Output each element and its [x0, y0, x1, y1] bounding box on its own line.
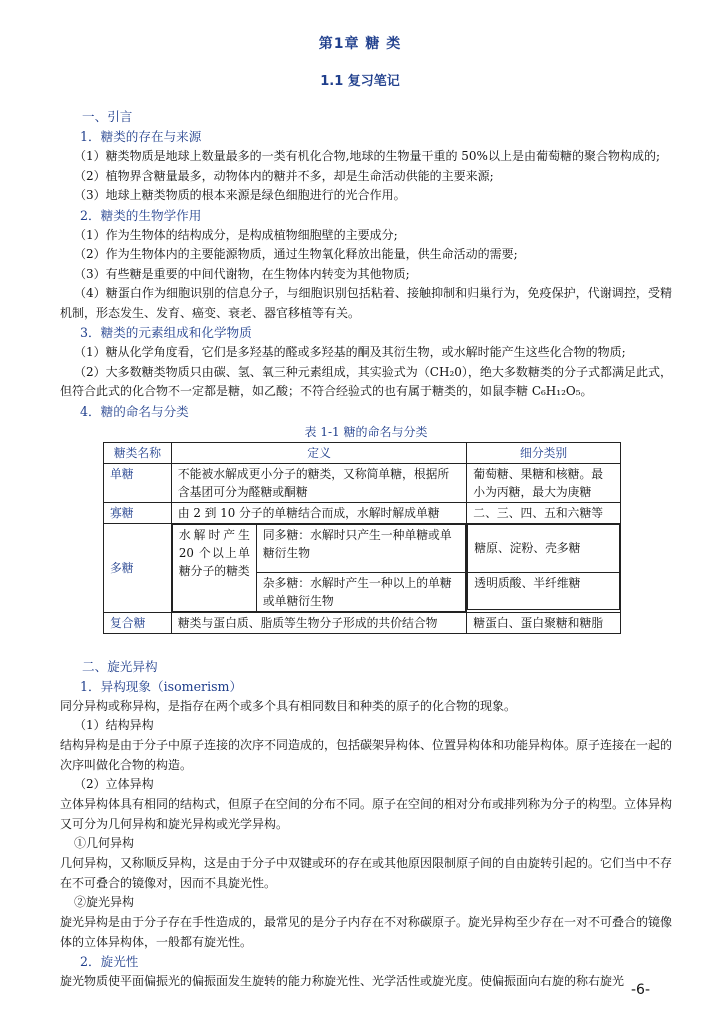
table-cell-category: 二、三、四、五和六糖等: [467, 502, 621, 523]
paragraph: （3）地球上糖类物质的根本来源是绿色细胞进行的光合作用。: [74, 188, 406, 202]
table-row: [104, 502, 621, 523]
heading-optical-isomerism: 二、旋光异构: [82, 658, 158, 674]
chapter-title: 第1章 糖 类: [318, 36, 402, 52]
homopolysaccharide-category: 糖原、淀粉、壳多糖: [468, 524, 620, 572]
paragraph: （2）作为生物体内的主要能源物质，通过生物氧化释放出能量，供生命活动的需要;: [74, 247, 518, 261]
table-row: [104, 612, 621, 633]
section-title: 1.1 复习笔记: [320, 74, 400, 89]
paragraph: 旋光异构是由于分子存在手性造成的，最常见的是分子内存在不对称碳原子。旋光异构至少存在一对不可叠合的镜像体的立体异构体，一般都有旋光性。: [60, 915, 673, 949]
table-header-cell: 定义: [171, 442, 466, 463]
heading-naming-classification: 4．糖的命名与分类: [80, 403, 189, 419]
homopolysaccharide-definition: 同多糖：水解时只产生一种单糖或单糖衍生物: [256, 524, 465, 572]
subheading-optical-isomerism: ②旋光异构: [74, 895, 135, 909]
paragraph: （2）大多数糖类物质只由碳、氢、氧三种元素组成，其实验式为（CH₂0），绝大多数糖类的分子式都满足此式，但符合此式的化合物不一定都是糖，如乙酸；不符合经验式的也有属于糖类的，如鼠李糖 C₆H₁₂O₅。: [60, 364, 672, 398]
polysaccharide-definition: 水解时产生 20 个以上单糖分子的糖类: [172, 524, 256, 611]
paragraph: （1）糖从化学角度看，它们是多羟基的醛或多羟基的酮及其衍生物，或水解时能产生这些化合物的物质;: [74, 345, 626, 359]
paragraph: 几何异构，又称顺反异构，这是由于分子中双键或环的存在或其他原因限制原子间的自由旋转引起的。它们当中不存在不可叠合的镜像对，因而不具旋光性。: [60, 856, 673, 890]
paragraph: 结构异构是由于分子中原子连接的次序不同造成的，包括碳架异构体、位置异构体和功能异构体。原子连接在一起的次序叫做化合物的构造。: [60, 738, 673, 772]
heading-existence-source: 1．糖类的存在与来源: [80, 129, 202, 144]
table-header-cell: 细分类别: [467, 442, 621, 463]
paragraph: 同分异构或称异构，是指存在两个或多个具有相同数目和种类的原子的化合物的现象。: [60, 698, 517, 713]
table-cell-category: 糖蛋白、蛋白聚糖和糖脂: [467, 612, 621, 633]
heading-elements: 3．糖类的元素组成和化学物质: [80, 325, 252, 340]
table-cell-category: 葡萄糖、果糖和核糖。最小为丙糖，最大为庚糖: [467, 463, 621, 502]
subheading-stereoisomerism: （2）立体异构: [74, 777, 154, 791]
nested-definition-table: [172, 524, 466, 612]
heteropolysaccharide-category: 透明质酸、半纤维糖: [468, 572, 620, 609]
table-cell-name: 多糖: [104, 523, 172, 612]
paragraph: （4）糖蛋白作为细胞识别的信息分子，与细胞识别包括粘着、接触抑制和归巢行为，免疫保护，代谢调控，受精机制，形态发生、发育、癌变、衰老、器官移植等有关。: [60, 286, 672, 320]
table-header-cell: 糖类名称: [104, 442, 172, 463]
heading-introduction: 一、引言: [82, 109, 133, 124]
table-cell-category-split: [467, 523, 621, 612]
table-row: [104, 463, 621, 502]
subheading-structural-isomerism: （1）结构异构: [74, 718, 154, 732]
table-cell-name: 寡糖: [104, 502, 172, 523]
table-cell-definition-split: [171, 523, 466, 612]
paragraph: 旋光物质使平面偏振光的偏振面发生旋转的能力称旋光性、光学活性或旋光度。使偏振面向右旋的称右旋光: [60, 974, 625, 988]
table-cell-definition: 糖类与蛋白质、脂质等生物分子形成的共价结合物: [171, 612, 466, 633]
table-caption: 表 1-1 糖的命名与分类: [304, 424, 428, 439]
classification-table: [103, 442, 621, 634]
heading-biological-role: 2．糖类的生物学作用: [80, 207, 202, 223]
table-cell-definition: 由 2 到 10 分子的单糖结合而成，水解时解成单糖: [171, 502, 466, 523]
table-cell-name: 复合糖: [104, 612, 172, 633]
heteropolysaccharide-definition: 杂多糖：水解时产生一种以上的单糖或单糖衍生物: [256, 572, 465, 611]
paragraph: （3）有些糖是重要的中间代谢物，在生物体内转变为其他物质;: [74, 266, 410, 281]
table-row: [104, 523, 621, 612]
heading-optical-activity: 2．旋光性: [80, 954, 139, 969]
paragraph: 立体异构体具有相同的结构式，但原子在空间的分布不同。原子在空间的相对分布或排列称为分子的构型。立体异构又可分为几何异构和旋光异构或光学异构。: [60, 797, 673, 831]
paragraph: （1）糖类物质是地球上数量最多的一类有机化合物,地球的生物量干重的 50%以上是由葡萄糖的聚合物构成的;: [74, 149, 660, 163]
table-header-row: [104, 442, 621, 463]
paragraph: （1）作为生物体的结构成分，是构成植物细胞壁的主要成分;: [74, 227, 398, 242]
paragraph: （2）植物界含糖量最多，动物体内的糖并不多，却是生命活动供能的主要来源;: [74, 168, 494, 183]
table-cell-name: 单糖: [104, 463, 172, 502]
heading-isomerism: 1．异构现象（isomerism）: [80, 678, 243, 694]
nested-category-table: [467, 524, 620, 610]
table-cell-definition: 不能被水解成更小分子的糖类，又称简单糖，根据所含基团可分为醛糖或酮糖: [171, 463, 466, 502]
page-content: [60, 106, 672, 992]
page-number: -6-: [631, 982, 651, 998]
subheading-geometric-isomerism: ①几何异构: [74, 836, 135, 850]
